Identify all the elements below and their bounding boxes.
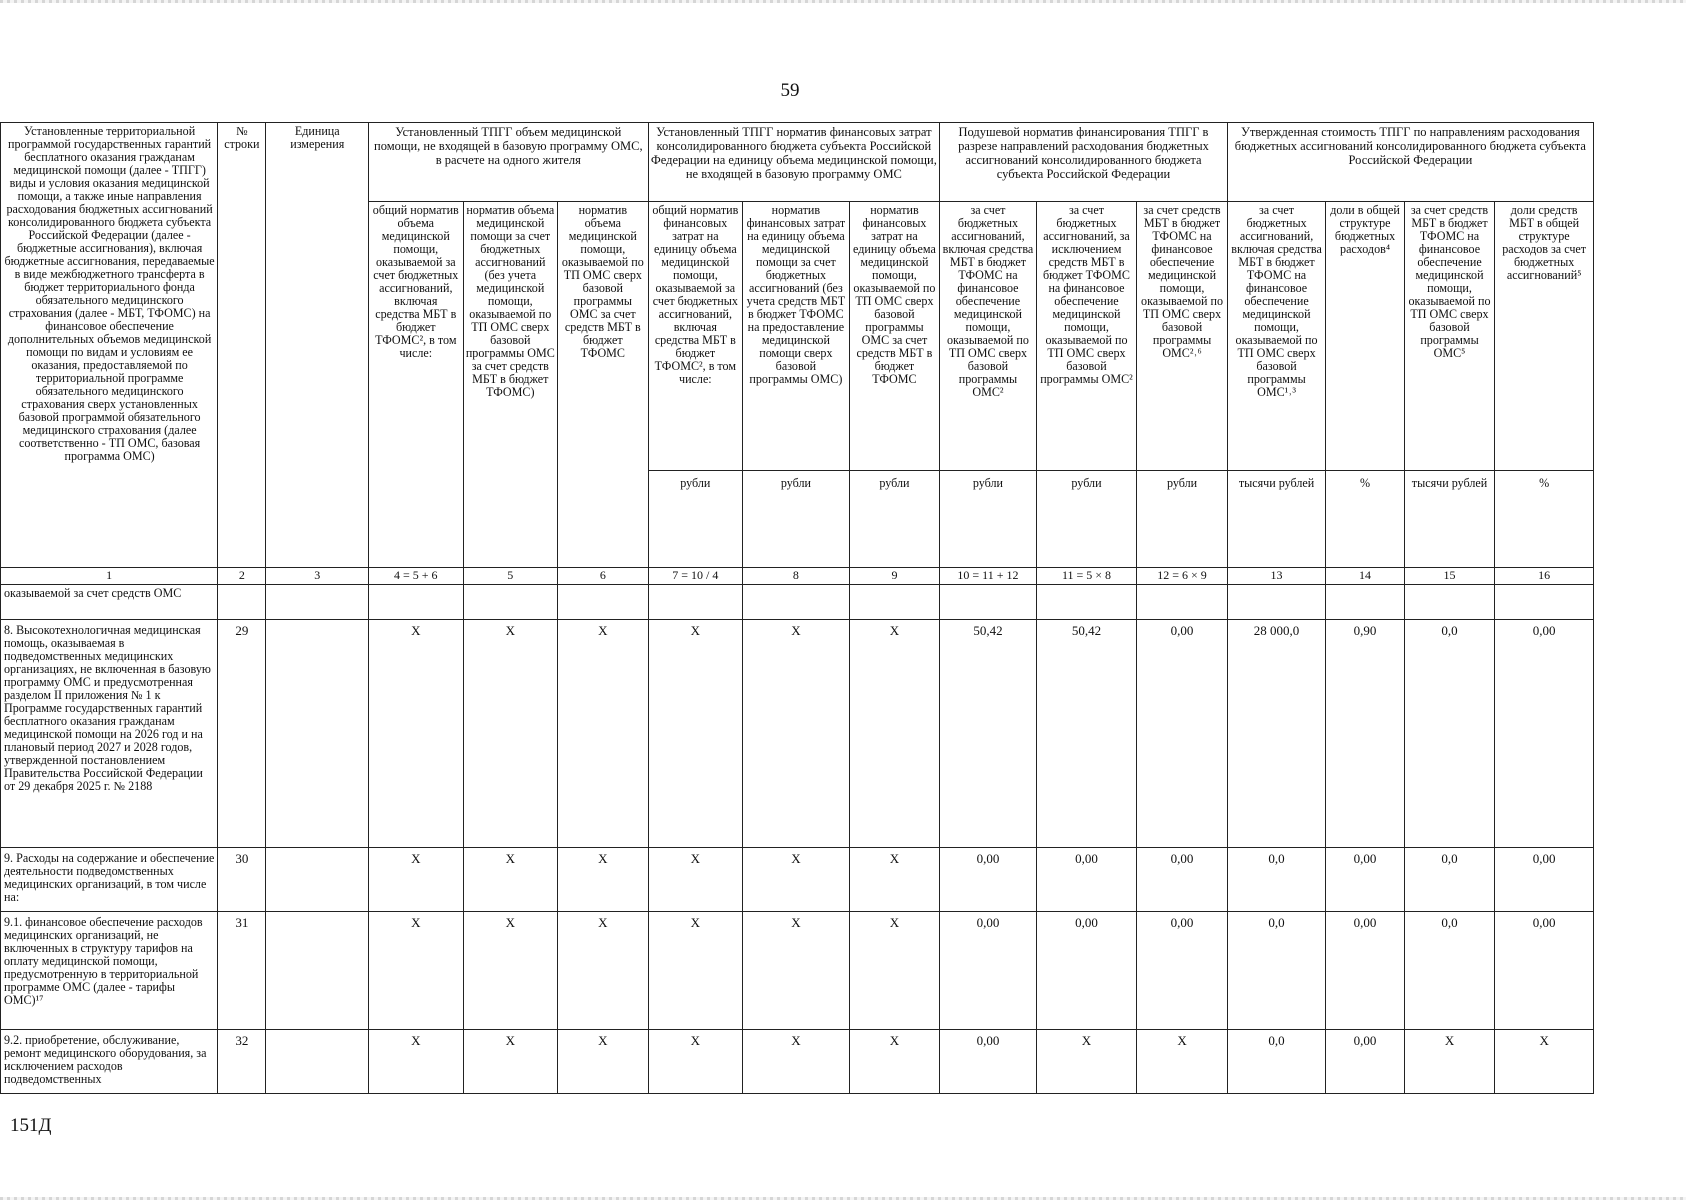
row-value-col-5: X xyxy=(463,1030,558,1094)
unit-col-10: рубли xyxy=(940,471,1037,568)
row-value-col-8: X xyxy=(743,620,850,848)
header-col-unit: Единица измерения xyxy=(266,123,369,568)
row-value-col-11 xyxy=(1036,585,1137,620)
row-value-col-4: X xyxy=(369,620,464,848)
row-value-col-7: X xyxy=(648,620,743,848)
column-number: 11 = 5 × 8 xyxy=(1036,568,1137,585)
header-sub-14: доли в общей структуре бюджетных расходов⁴ xyxy=(1326,202,1404,471)
row-number: 32 xyxy=(218,1030,266,1094)
row-value-col-11: 0,00 xyxy=(1036,848,1137,912)
row-value-col-6 xyxy=(558,585,649,620)
row-value-col-5: X xyxy=(463,848,558,912)
column-number: 16 xyxy=(1495,568,1594,585)
row-value-col-14: 0,90 xyxy=(1326,620,1404,848)
header-sub-8: норматив финансовых затрат на единицу объема медицинской помощи за счет бюджетных ассигнований (без учета средств МБТ в бюджет ТФОМС на предоставление медицинской помощи сверх базовой программы ОМС) xyxy=(743,202,850,471)
row-value-col-13: 0,0 xyxy=(1227,912,1326,1030)
column-number: 13 xyxy=(1227,568,1326,585)
row-label: 8. Высокотехнологичная медицинская помощь, оказываемая в подведомственных медицинских организациях, не включенная в базовую программу ОМС и предусмотренная разделом II приложения № 1 к Программе государственных гарантий бесплатного оказания гражданам медицинской помощи на 2026 год и на плановый период 2027 и 2028 годов, утвержденной постановлением Правительства Российской Федерации от 29 декабря 2025 г. № 2188 xyxy=(1,620,218,848)
row-unit xyxy=(266,912,369,1030)
row-value-col-15: X xyxy=(1404,1030,1495,1094)
row-value-col-16: X xyxy=(1495,1030,1594,1094)
row-value-col-5: X xyxy=(463,912,558,1030)
row-value-col-9 xyxy=(849,585,940,620)
row-value-col-6: X xyxy=(558,848,649,912)
row-value-col-5 xyxy=(463,585,558,620)
table-row xyxy=(1,848,1594,912)
row-value-col-15 xyxy=(1404,585,1495,620)
row-number: 31 xyxy=(218,912,266,1030)
row-value-col-14: 0,00 xyxy=(1326,848,1404,912)
table-row xyxy=(1,585,1594,620)
column-number: 3 xyxy=(266,568,369,585)
row-value-col-16: 0,00 xyxy=(1495,912,1594,1030)
row-value-col-15: 0,0 xyxy=(1404,620,1495,848)
row-value-col-11: 0,00 xyxy=(1036,912,1137,1030)
row-value-col-14: 0,00 xyxy=(1326,912,1404,1030)
header-group-approved-cost: Утвержденная стоимость ТПГГ по направлениям расходования бюджетных ассигнований консолидированного бюджета субъекта Российской Федерации xyxy=(1227,123,1593,202)
footer-document-code: 151Д xyxy=(10,1115,52,1136)
scan-edge-top xyxy=(0,0,1686,3)
row-value-col-12: 0,00 xyxy=(1137,620,1228,848)
row-value-col-11: X xyxy=(1036,1030,1137,1094)
header-sub-4: общий норматив объема медицинской помощи, оказываемой за счет бюджетных ассигнований, включая средства МБТ в бюджет ТФОМС², в том числе: xyxy=(369,202,464,568)
header-sub-13: за счет бюджетных ассигнований, включая средства МБТ в бюджет ТФОМС на финансовое обеспечение медицинской помощи, оказываемой по ТП ОМС сверх базовой программы ОМС¹˒³ xyxy=(1227,202,1326,471)
row-value-col-10: 0,00 xyxy=(940,912,1037,1030)
row-unit xyxy=(266,1030,369,1094)
header-group-volume: Установленный ТПГГ объем медицинской помощи, не входящей в базовую программу ОМС, в расчете на одного жителя xyxy=(369,123,649,202)
header-group-cost-norm: Установленный ТПГГ норматив финансовых затрат консолидированного бюджета субъекта Российской Федерации на единицу объема медицинской помощи, не входящей в базовую программу ОМС xyxy=(648,123,940,202)
header-col-description: Установленные территориальной программой государственных гарантий бесплатного оказания гражданам медицинской помощи (далее - ТПГГ) виды и условия оказания медицинской помощи, а также иные направления расходования бюджетных ассигнований консолидированного бюджета субъекта Российской Федерации (далее - бюджетные ассигнования), включая бюджетные ассигнования, передаваемые в виде межбюджетного трансферта в бюджет территориального фонда обязательного медицинского страхования (далее - МБТ, ТФОМС) на финансовое обеспечение дополнительных объемов медицинской помощи по видам и условиям ее оказания, предоставляемой по территориальной программе обязательного медицинского страхования сверх установленных базовой программой обязательного медицинского страхования (далее соответственно - ТП ОМС, базовая программа ОМС) xyxy=(1,123,218,568)
row-value-col-9: X xyxy=(849,848,940,912)
row-value-col-4: X xyxy=(369,1030,464,1094)
row-value-col-10: 0,00 xyxy=(940,1030,1037,1094)
row-value-col-10: 50,42 xyxy=(940,620,1037,848)
row-value-col-14 xyxy=(1326,585,1404,620)
row-value-col-14: 0,00 xyxy=(1326,1030,1404,1094)
row-value-col-16: 0,00 xyxy=(1495,848,1594,912)
column-number: 10 = 11 + 12 xyxy=(940,568,1037,585)
row-value-col-12: 0,00 xyxy=(1137,912,1228,1030)
header-sub-7: общий норматив финансовых затрат на единицу объема медицинской помощи, оказываемой за счет бюджетных ассигнований, включая средства МБТ в бюджет ТФОМС², в том числе: xyxy=(648,202,743,471)
row-value-col-4 xyxy=(369,585,464,620)
header-sub-10: за счет бюджетных ассигнований, включая средства МБТ в бюджет ТФОМС на финансовое обеспечение медицинской помощи, оказываемой по ТП ОМС сверх базовой программы ОМС² xyxy=(940,202,1037,471)
row-value-col-15: 0,0 xyxy=(1404,912,1495,1030)
column-number: 14 xyxy=(1326,568,1404,585)
column-number: 8 xyxy=(743,568,850,585)
row-unit xyxy=(266,620,369,848)
row-value-col-8: X xyxy=(743,1030,850,1094)
column-number: 9 xyxy=(849,568,940,585)
row-label: оказываемой за счет средств ОМС xyxy=(1,585,218,620)
unit-col-11: рубли xyxy=(1036,471,1137,568)
row-value-col-13: 0,0 xyxy=(1227,1030,1326,1094)
unit-col-12: рубли xyxy=(1137,471,1228,568)
row-value-col-12: X xyxy=(1137,1030,1228,1094)
row-value-col-6: X xyxy=(558,620,649,848)
header-group-per-capita: Подушевой норматив финансирования ТПГГ в разрезе направлений расходования бюджетных ассигнований консолидированного бюджета субъекта Российской Федерации xyxy=(940,123,1228,202)
header-sub-12: за счет средств МБТ в бюджет ТФОМС на финансовое обеспечение медицинской помощи, оказываемой по ТП ОМС сверх базовой программы ОМС²˒⁶ xyxy=(1137,202,1228,471)
row-value-col-6: X xyxy=(558,1030,649,1094)
column-number: 1 xyxy=(1,568,218,585)
row-value-col-10 xyxy=(940,585,1037,620)
row-number: 30 xyxy=(218,848,266,912)
row-value-col-7: X xyxy=(648,912,743,1030)
header-col-row-number: № строки xyxy=(218,123,266,568)
row-value-col-12 xyxy=(1137,585,1228,620)
unit-col-13: тысячи рублей xyxy=(1227,471,1326,568)
row-value-col-8 xyxy=(743,585,850,620)
header-sub-6: норматив объема медицинской помощи, оказываемой по ТП ОМС сверх базовой программы ОМС за счет средств МБТ в бюджет ТФОМС xyxy=(558,202,649,568)
table-row xyxy=(1,912,1594,1030)
row-unit xyxy=(266,585,369,620)
column-number: 5 xyxy=(463,568,558,585)
table-row xyxy=(1,620,1594,848)
unit-col-8: рубли xyxy=(743,471,850,568)
row-number: 29 xyxy=(218,620,266,848)
row-value-col-11: 50,42 xyxy=(1036,620,1137,848)
row-value-col-7: X xyxy=(648,848,743,912)
unit-col-14: % xyxy=(1326,471,1404,568)
header-sub-15: за счет средств МБТ в бюджет ТФОМС на финансовое обеспечение медицинской помощи, оказываемой по ТП ОМС сверх базовой программы ОМС⁵ xyxy=(1404,202,1495,471)
row-value-col-10: 0,00 xyxy=(940,848,1037,912)
header-sub-9: норматив финансовых затрат на единицу объема медицинской помощи, оказываемой по ТП ОМС сверх базовой программы ОМС за счет средств МБТ в бюджет ТФОМС xyxy=(849,202,940,471)
column-number: 15 xyxy=(1404,568,1495,585)
row-value-col-7: X xyxy=(648,1030,743,1094)
unit-col-9: рубли xyxy=(849,471,940,568)
row-value-col-16: 0,00 xyxy=(1495,620,1594,848)
row-value-col-8: X xyxy=(743,912,850,1030)
row-value-col-5: X xyxy=(463,620,558,848)
row-value-col-13: 28 000,0 xyxy=(1227,620,1326,848)
column-number: 12 = 6 × 9 xyxy=(1137,568,1228,585)
column-number: 2 xyxy=(218,568,266,585)
unit-col-7: рубли xyxy=(648,471,743,568)
row-value-col-13 xyxy=(1227,585,1326,620)
row-value-col-8: X xyxy=(743,848,850,912)
row-unit xyxy=(266,848,369,912)
row-value-col-9: X xyxy=(849,1030,940,1094)
row-value-col-7 xyxy=(648,585,743,620)
column-number: 7 = 10 / 4 xyxy=(648,568,743,585)
table-row xyxy=(1,1030,1594,1094)
row-value-col-12: 0,00 xyxy=(1137,848,1228,912)
row-label: 9. Расходы на содержание и обеспечение деятельности подведомственных медицинских организаций, в том числе на: xyxy=(1,848,218,912)
header-sub-11: за счет бюджетных ассигнований, за исключением средств МБТ в бюджет ТФОМС на финансовое обеспечение медицинской помощи, оказываемой по ТП ОМС сверх базовой программы ОМС² xyxy=(1036,202,1137,471)
page-number: 59 xyxy=(780,80,800,101)
column-number: 4 = 5 + 6 xyxy=(369,568,464,585)
unit-col-16: % xyxy=(1495,471,1594,568)
row-label: 9.1. финансовое обеспечение расходов медицинских организаций, не включенных в структуру тарифов на оплату медицинской помощи, предусмотренную в территориальной программе ОМС (далее - тарифы ОМС)¹⁷ xyxy=(1,912,218,1030)
row-value-col-9: X xyxy=(849,912,940,1030)
unit-col-15: тысячи рублей xyxy=(1404,471,1495,568)
row-value-col-16 xyxy=(1495,585,1594,620)
column-number: 6 xyxy=(558,568,649,585)
row-label: 9.2. приобретение, обслуживание, ремонт медицинского оборудования, за исключением расходов подведомственных xyxy=(1,1030,218,1094)
column-number-row xyxy=(1,568,1594,585)
budget-table xyxy=(0,122,1594,1094)
row-value-col-13: 0,0 xyxy=(1227,848,1326,912)
row-value-col-6: X xyxy=(558,912,649,1030)
header-row-groups xyxy=(1,123,1594,202)
row-value-col-4: X xyxy=(369,848,464,912)
header-sub-5: норматив объема медицинской помощи за счет бюджетных ассигнований (без учета медицинской помощи, оказываемой по ТП ОМС сверх базовой программы ОМС за счет средств МБТ в бюджет ТФОМС) xyxy=(463,202,558,568)
row-value-col-15: 0,0 xyxy=(1404,848,1495,912)
row-value-col-9: X xyxy=(849,620,940,848)
row-number xyxy=(218,585,266,620)
row-value-col-4: X xyxy=(369,912,464,1030)
header-sub-16: доли средств МБТ в общей структуре расходов за счет бюджетных ассигнований⁵ xyxy=(1495,202,1594,471)
